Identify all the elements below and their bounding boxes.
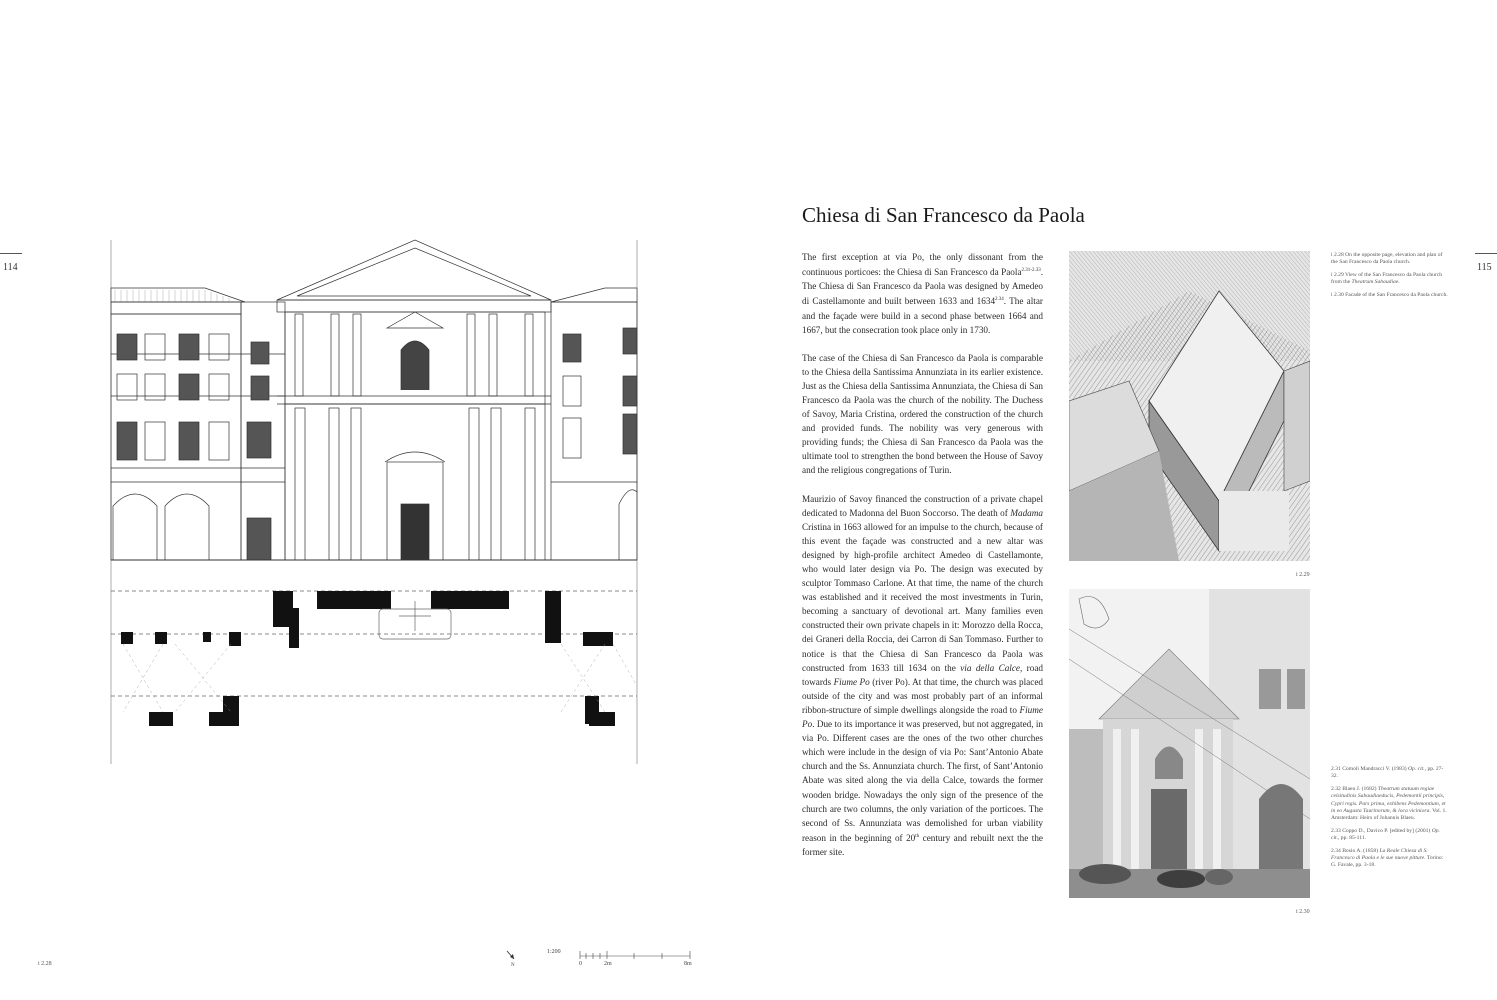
north-arrow-icon [505,947,519,967]
footnote-234: 2.34 Bosio A. (1858) La Reale Chiesa di S. Francesco di Paola e le sue nuove pitture. Torino: G. Favale, pp. 3-18. [1331,847,1444,869]
engraving-view-image [1069,251,1310,561]
footnote-231: 2.31 Comoli Mandracci V. (1983) Op. cit., pp. 27-32. [1331,766,1444,780]
scale-label-end: 8m [684,961,692,967]
scale-bar [578,950,694,962]
caption-228: i 2.28 On the opposite page, elevation and plan of the San Francesco da Paola church. [1331,252,1443,266]
scale-label-zero: 0 [579,961,582,967]
body-text [802,250,1043,873]
body-paragraph-2: The case of the Chiesa di San Francesco da Paola is comparable to the Chiesa della Santissima Annunziata in its earlier existence. Just as the Chiesa della Santissima Annunziata, the Chiesa di San Francesco da Paola was the church of the nobility. The Duchess of Savoy, Maria Cristina, ordered the construction of the church and provided funds. The nobility was very generous with providing funds; the Chiesa di San Francesco da Paola was the ultimate tool to strengthen the bond between the House of Savoy and the religious congregations of Turin. [802,352,1043,476]
footnotes [1331,766,1449,875]
north-symbol: N [511,963,515,967]
right-page-number: 115 [1477,262,1492,273]
body-paragraph-3: Maurizio of Savoy financed the construction of a private chapel dedicated to Madonna del Buon Soccorso. The death of Madama Cristina in 1663 allowed for an impulse to the church, because of this event the façade was constructed and a new altar was designed by high-profile architect Amedeo di Castellamonte, who would later design via Po. The design was executed by sculptor Tommaso Carlone. At that time, the name of the church was established and it received the most investments in Turin, becoming a sanctuary of devotional art. Many families even constructed their own private chapels in it: Morozzo della Rocca, dei Graneri della Roccia, dei Carron di San Tommaso. Further to notice is that the Chiesa di San Francesco da Paola was constructed from 1633 till 1634 on the via della Calce, road towards Fiume Po (river Po). At that time, the church was placed outside of the city and was most probably part of an informal ribbon-structure of simple dwellings alongside the road to Fiume Po. Due to its importance it was preserved, but not aggregated, in via Po. Different cases are the ones of the two other churches which were include in the design of via Po: Sant’Antonio Abate church and the Ss. Annunziata church. The first, of Sant’Antonio Abate was sited along the via della Calce, towards the former wooden bridge. Nowadays the only sign of the presence of the church are two columns, the only variation of the porticoes. The second of Ss. Annunziata was demolished for urban viability reason in the beginning of 20th century and rebuilt next the the former site. [802,493,1043,857]
body-paragraph-1: The first exception at via Po, the only dissonant from the continuous porticoes: the Chiesa di San Francesco da Paola$^{2.31-2.33}$. The Chiesa di San Francesco da Paola was designed by Amedeo di Castellamonte and built between 1633 and $1634^{2.34}$. The altar and the façade were build in a second phase between 1664 and 1667, but the consecration took place only in 1730. [802,252,1043,335]
right-page-rule [1475,253,1497,254]
footnote-233: 2.33 Coppo D., Davico P. [edited by] (2001) Op. cit., pp. 85-111. [1331,827,1440,842]
footnote-232: 2.32 Blaeu J. (1682) Theatrum statuum regiae celsitudinis Sabaudiaeducis, Pedemontii principis, Cypri regis. Pars prima, exhibens Pedemontium, et in eo Augusta Taurinorum, & loca viciniora. Vol. 1. Amsterdam: Heirs of Johannis Blaeu. [1331,785,1447,822]
figure-label-230: i 2.30 [1296,909,1310,915]
caption-229: i 2.29 View of the San Francesco da Paola church from the Theatrum Sabaudiae. [1331,271,1443,286]
caption-230: i 2.30 Facade of the San Francesco da Paola church. [1331,291,1448,298]
church-elevation-and-plan-drawing [105,236,645,766]
church-facade-photo [1069,589,1310,898]
left-page-number: 114 [3,262,18,273]
scale-label-mid: 2m [604,961,612,967]
scale-ratio: 1:200 [547,949,561,955]
figure-label-229: i 2.29 [1296,572,1310,578]
figure-label-228: i 2.28 [38,961,52,967]
page-title: Chiesa di San Francesco da Paola [802,203,1085,227]
figure-captions [1331,252,1449,304]
left-page-rule [0,253,22,254]
